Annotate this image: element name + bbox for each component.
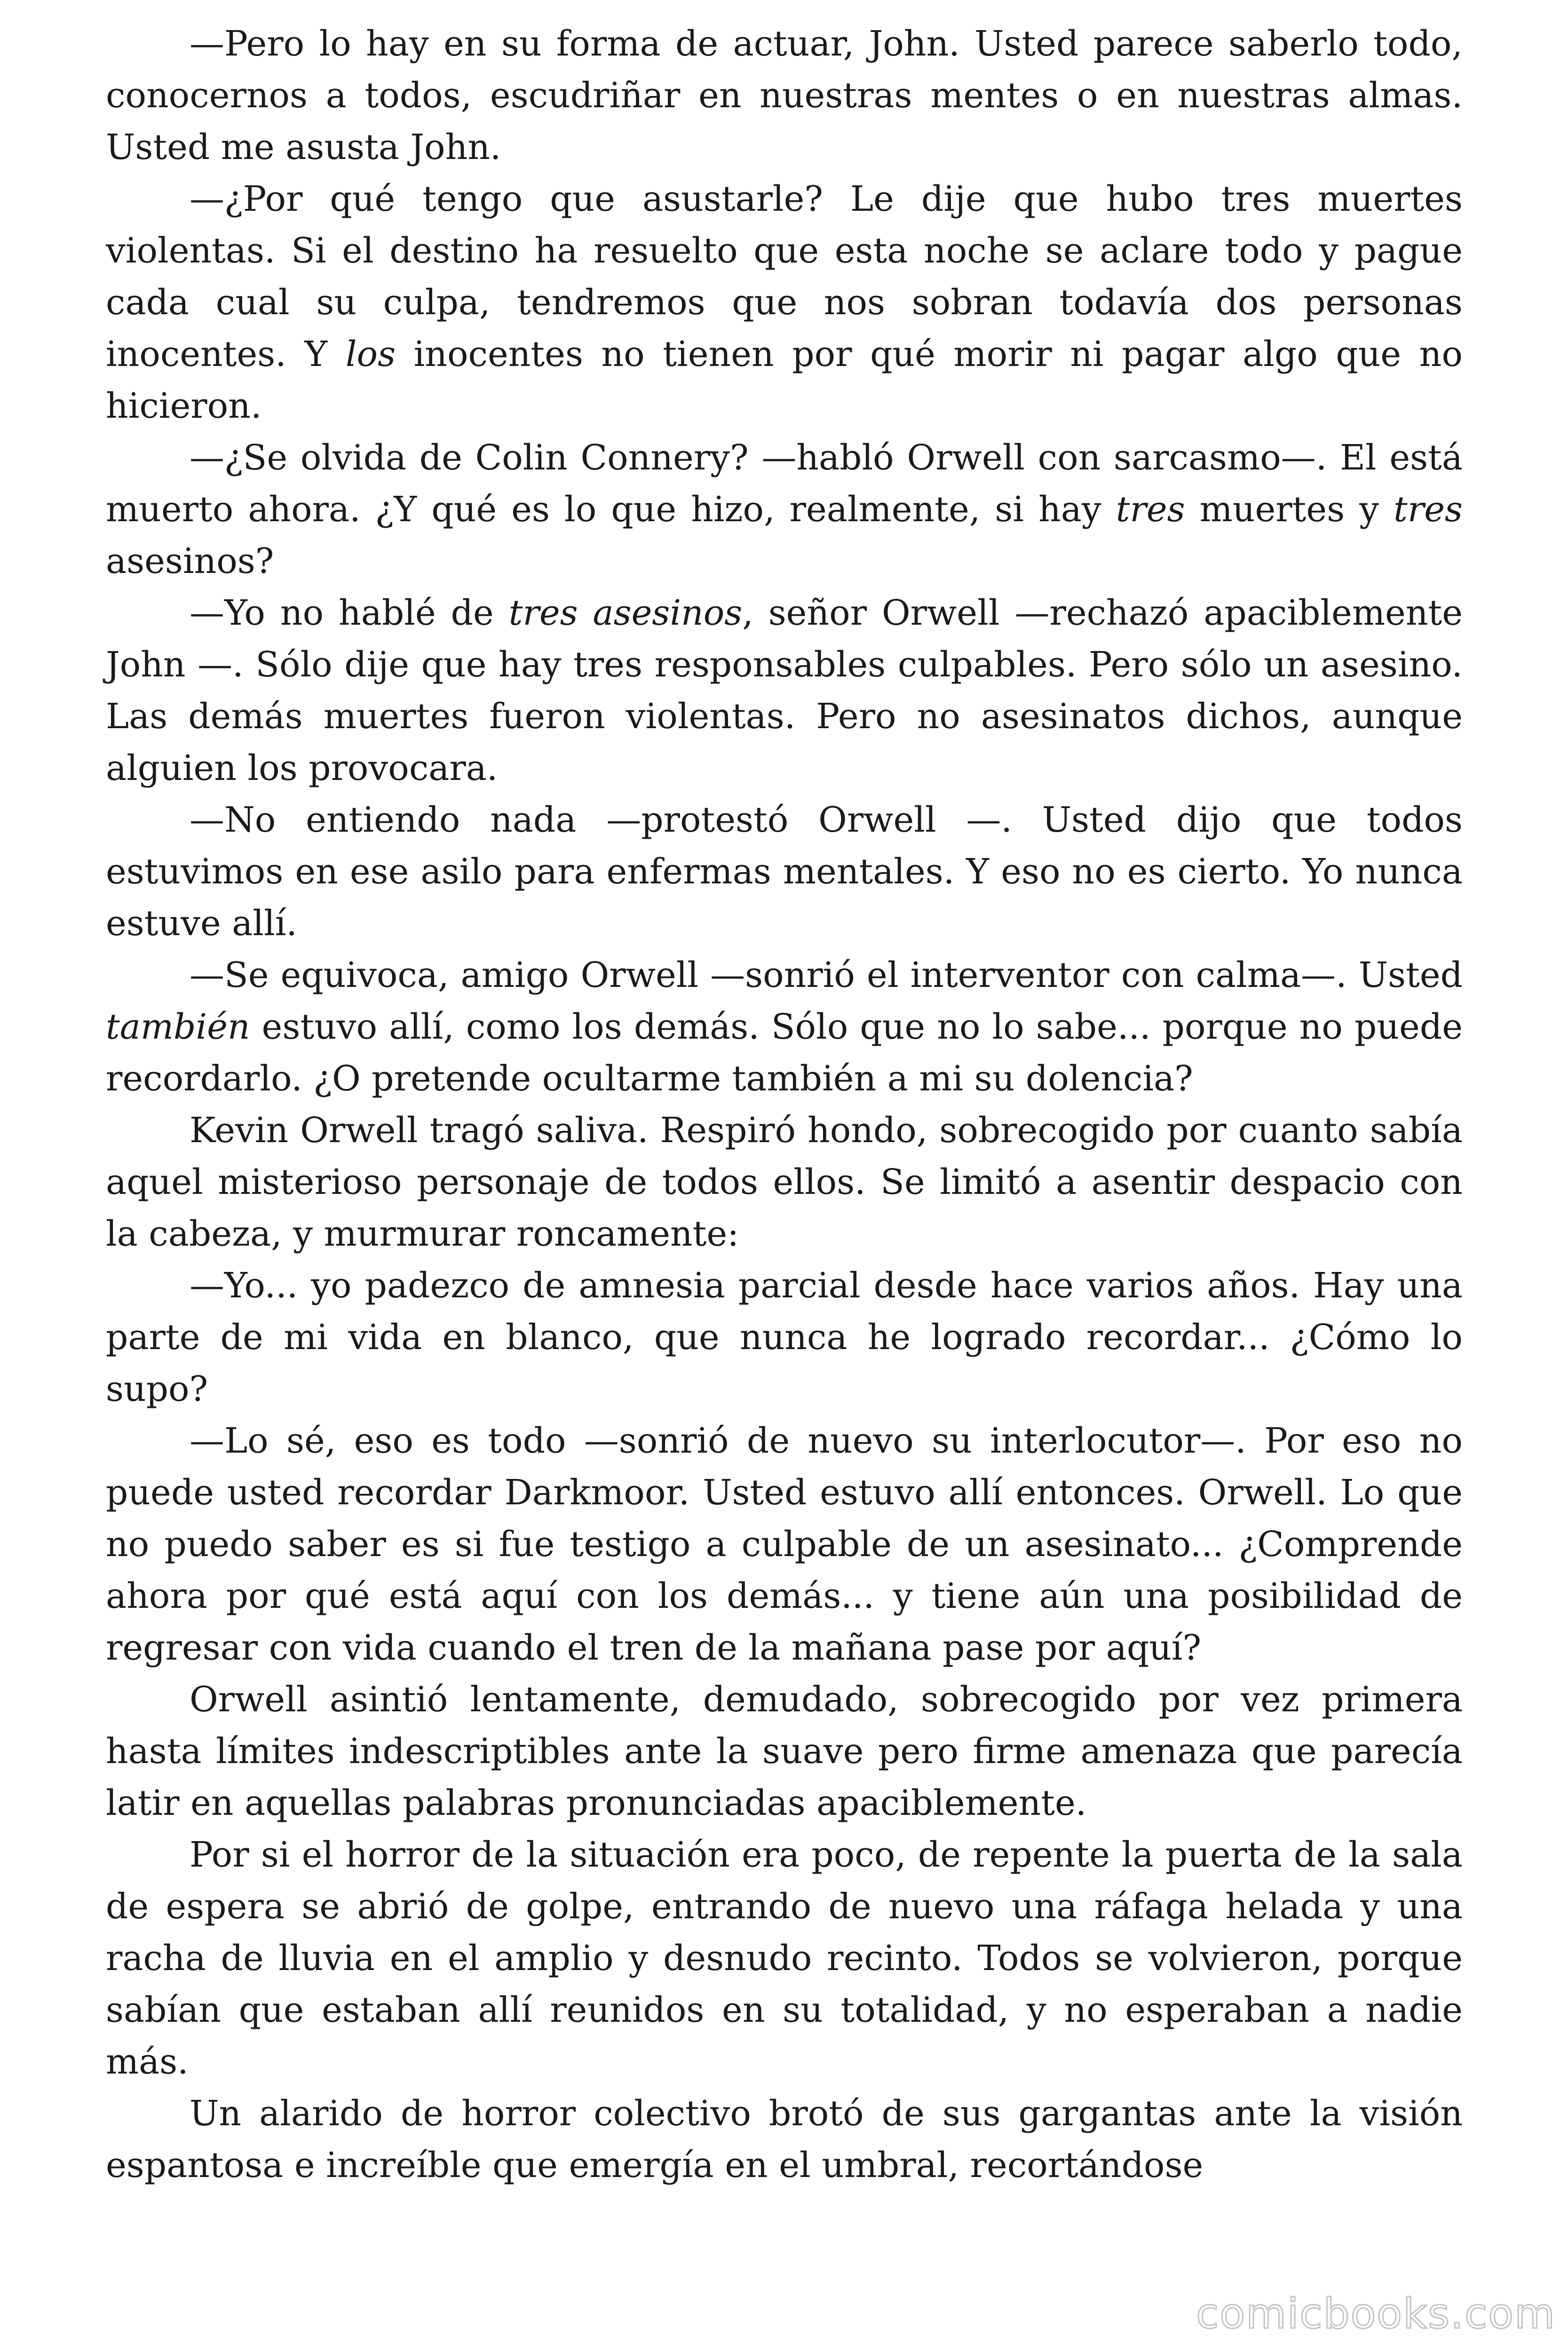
text-run: inocentes no tienen por qué morir ni pagar algo que no hicieron. — [106, 334, 1463, 426]
italic-text: tres — [1394, 489, 1463, 530]
paragraph — [106, 794, 1463, 949]
italic-text: tres asesinos — [508, 593, 743, 633]
italic-text: también — [106, 1007, 250, 1047]
text-run: Kevin Orwell tragó saliva. Respiró hondo, sobrecogido por cuanto sabía aquel misterioso personaje de todos ellos. Se limitó a asentir despacio con la cabeza, y murmurar roncamente: — [106, 1110, 1463, 1254]
text-run: —¿Se olvida de Colin Connery? —habló Orwell con sarcasmo—. El está muerto ahora. ¿Y qué es lo que hizo, realmente, si hay — [106, 437, 1463, 530]
text-run: Un alarido de horror colectivo brotó de sus gargantas ante la visión espantosa e increíble que emergía en el umbral, recortándose — [106, 2093, 1463, 2185]
paragraph — [106, 173, 1463, 432]
text-run: —Pero lo hay en su forma de actuar, John. Usted parece saberlo todo, conocernos a todos, escudriñar en nuestras mentes o en nuestras almas. Usted me asusta John. — [106, 24, 1463, 167]
paragraph — [106, 2088, 1463, 2191]
text-run: , señor Orwell —rechazó apaciblemente John —. Sólo dije que hay tres responsables culpables. Pero sólo un asesino. Las demás muertes fueron violentas. Pero no asesinatos dichos, aunque alguien los provocara. — [106, 593, 1463, 788]
text-run: asesinos? — [106, 541, 274, 581]
text-run: —Yo no hablé de — [190, 593, 509, 633]
text-run: —Yo... yo padezco de amnesia parcial desde hace varios años. Hay una parte de mi vida en blanco, que nunca he logrado recordar... ¿Cómo lo supo? — [106, 1265, 1463, 1409]
italic-text: los — [345, 334, 396, 374]
text-run: Por si el horror de la situación era poco, de repente la puerta de la sala de espera se abrió de golpe, entrando de nuevo una ráfaga helada y una racha de lluvia en el amplio y desnudo recinto. Todos se volvieron, porque sabían que estaban allí reunidos en su totalidad, y no esperaban a nadie más. — [106, 1835, 1463, 2082]
text-run: muertes y — [1185, 489, 1394, 530]
paragraph — [106, 18, 1463, 173]
text-run: —¿Por qué tengo que asustarle? Le dije que hubo tres muertes violentas. Si el destino ha resuelto que esta noche se aclare todo y pague cada cual su culpa, tendremos que nos sobran todavía dos personas inocentes. Y — [106, 179, 1463, 374]
paragraph — [106, 1260, 1463, 1415]
watermark: comicbooks.com — [1196, 2289, 1556, 2338]
text-run: estuvo allí, como los demás. Sólo que no lo sabe... porque no puede recordarlo. ¿O pretende ocultarme también a mi su dolencia? — [106, 1007, 1463, 1099]
text-run: Orwell asintió lentamente, demudado, sobrecogido por vez primera hasta límites indescriptibles ante la suave pero firme amenaza que parecía latir en aquellas palabras pronunciadas apaciblemente. — [106, 1679, 1463, 1823]
text-run: —Lo sé, eso es todo —sonrió de nuevo su interlocutor—. Por eso no puede usted recordar Darkmoor. Usted estuvo allí entonces. Orwell. Lo que no puedo saber es si fue testigo a culpable de un asesinato... ¿Comprende ahora por qué está aquí con los demás... y tiene aún una posibilidad de regresar con vida cuando el tren de la mañana pase por aquí? — [106, 1421, 1463, 1668]
paragraph — [106, 1674, 1463, 1829]
paragraph — [106, 1415, 1463, 1674]
text-run: —No entiendo nada —protestó Orwell —. Usted dijo que todos estuvimos en ese asilo para enfermas mentales. Y eso no es cierto. Yo nunca estuve allí. — [106, 800, 1463, 944]
italic-text: tres — [1116, 489, 1185, 530]
paragraph — [106, 432, 1463, 587]
body-text — [106, 18, 1463, 2191]
paragraph — [106, 587, 1463, 794]
paragraph — [106, 1829, 1463, 2088]
paragraph — [106, 949, 1463, 1104]
paragraph — [106, 1104, 1463, 1260]
text-run: —Se equivoca, amigo Orwell —sonrió el interventor con calma—. Usted — [190, 955, 1463, 995]
